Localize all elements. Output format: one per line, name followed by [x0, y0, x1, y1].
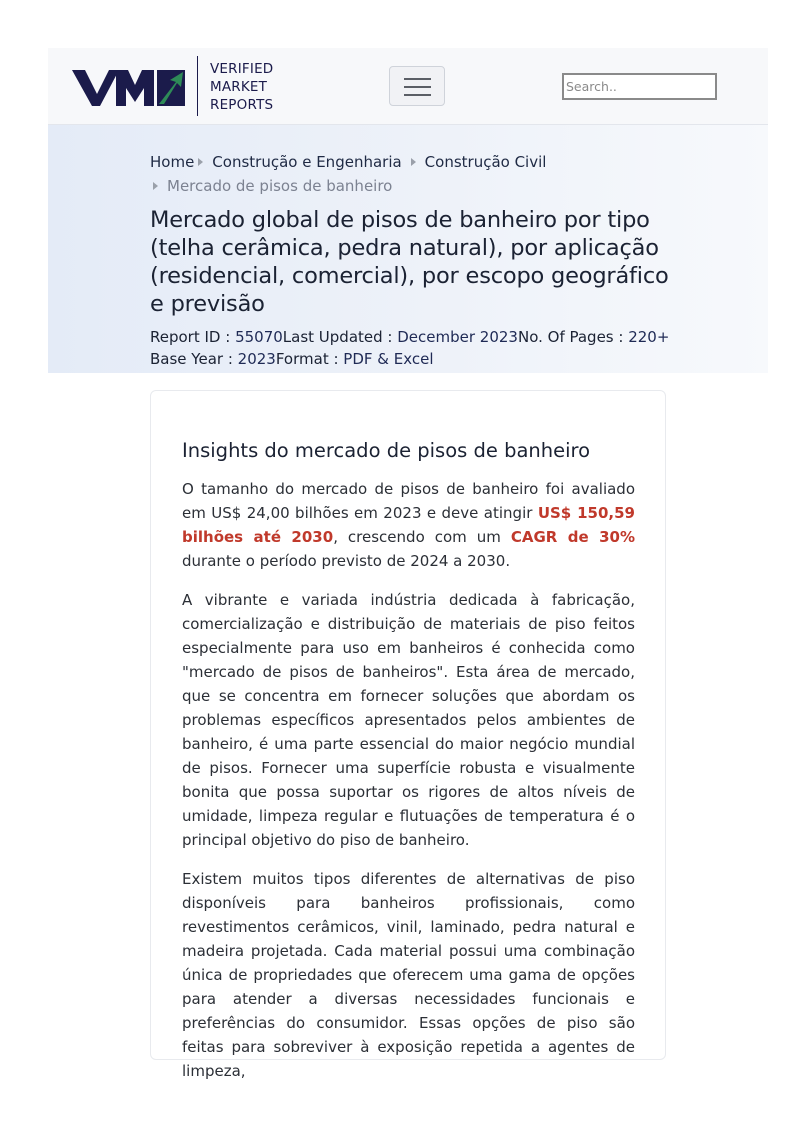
breadcrumb-current: Mercado de pisos de banheiro	[167, 177, 393, 195]
chevron-right-icon	[411, 158, 416, 166]
breadcrumb-civil-construction[interactable]: Construção Civil	[424, 153, 547, 171]
format-label: Format :	[275, 350, 344, 368]
report-meta-line1	[150, 326, 670, 348]
insights-p1-text-b: , crescendo com um	[333, 528, 511, 546]
cagr-highlight: CAGR de 30%	[510, 528, 635, 546]
insights-paragraph-2: A vibrante e variada indústria dedicada à fabricação, comercialização e distribuição de materiais de piso feitos especialmente para uso em banheiros é conhecida como "mercado de pisos de banheiros". Esta área de mercado, que se concentra em fornecer soluções que abordam os problemas específicos apresentados pelos ambientes de banheiro, é uma parte essencial do maior negócio mundial de pisos. Fornecer uma superfície robusta e visualmente bonita que possa suportar os rigores de altos níveis de umidade, limpeza regular e flutuações de temperatura é o principal objetivo do piso de banheiro.	[182, 591, 635, 849]
report-meta-line2	[150, 348, 670, 370]
brand-name	[210, 60, 273, 114]
market-value-highlight: US$ 150,59 bilhões até 2030	[182, 504, 635, 546]
breadcrumb-construction-engineering[interactable]: Construção e Engenharia	[212, 153, 402, 171]
breadcrumb	[150, 150, 670, 198]
brand-name-line1: VERIFIED	[210, 61, 274, 77]
insights-paragraph-3: Existem muitos tipos diferentes de alternativas de piso disponíveis para banheiros profissionais, como revestimentos cerâmicos, vinil, laminado, pedra natural e madeira projetada. Cada material possui uma combinação única de propriedades que oferecem uma gama de opções para atender a diversas necessidades funcionais e preferências do consumidor. Essas opções de piso são feitas para sobreviver à exposição repetida a agentes de limpeza,	[182, 870, 635, 1080]
format-value: PDF & Excel	[343, 350, 434, 368]
report-id-value: 55070	[235, 328, 283, 346]
insights-body	[182, 477, 635, 1098]
vmr-logo-icon	[72, 68, 185, 108]
base-year-value: 2023	[237, 350, 276, 368]
page-title: Mercado global de pisos de banheiro por tipo (telha cerâmica, pedra natural), por aplicação (residencial, comercial), por escopo geográfico e previsão	[150, 207, 669, 317]
brand-name-line2: MARKET	[210, 79, 268, 95]
insights-card	[150, 390, 666, 1080]
base-year-label: Base Year :	[150, 350, 238, 368]
insights-p1-text-a: O tamanho do mercado de pisos de banheiro foi avaliado em US$ 24,00 bilhões em 2023 e deve atingir	[182, 480, 635, 522]
report-hero	[48, 125, 768, 373]
breadcrumb-home[interactable]: Home	[150, 153, 195, 171]
chevron-right-icon	[153, 182, 158, 190]
insights-title: Insights do mercado de pisos de banheiro	[182, 439, 591, 462]
brand-name-line3: REPORTS	[210, 97, 274, 113]
menu-toggle-button[interactable]	[389, 66, 445, 106]
site-header	[48, 48, 768, 125]
search-input[interactable]	[562, 73, 717, 100]
report-id-label: Report ID :	[150, 328, 236, 346]
pages-value: 220+	[628, 328, 670, 346]
report-meta	[150, 326, 670, 370]
last-updated-label: Last Updated :	[282, 328, 398, 346]
last-updated-value: December 2023	[397, 328, 518, 346]
pages-label: No. Of Pages :	[517, 328, 629, 346]
brand-logo[interactable]	[72, 56, 282, 116]
chevron-right-icon	[198, 158, 203, 166]
logo-divider	[197, 56, 198, 116]
insights-p1-text-c: durante o período previsto de 2024 a 2030.	[182, 552, 511, 570]
insights-paragraph-1	[182, 477, 635, 573]
